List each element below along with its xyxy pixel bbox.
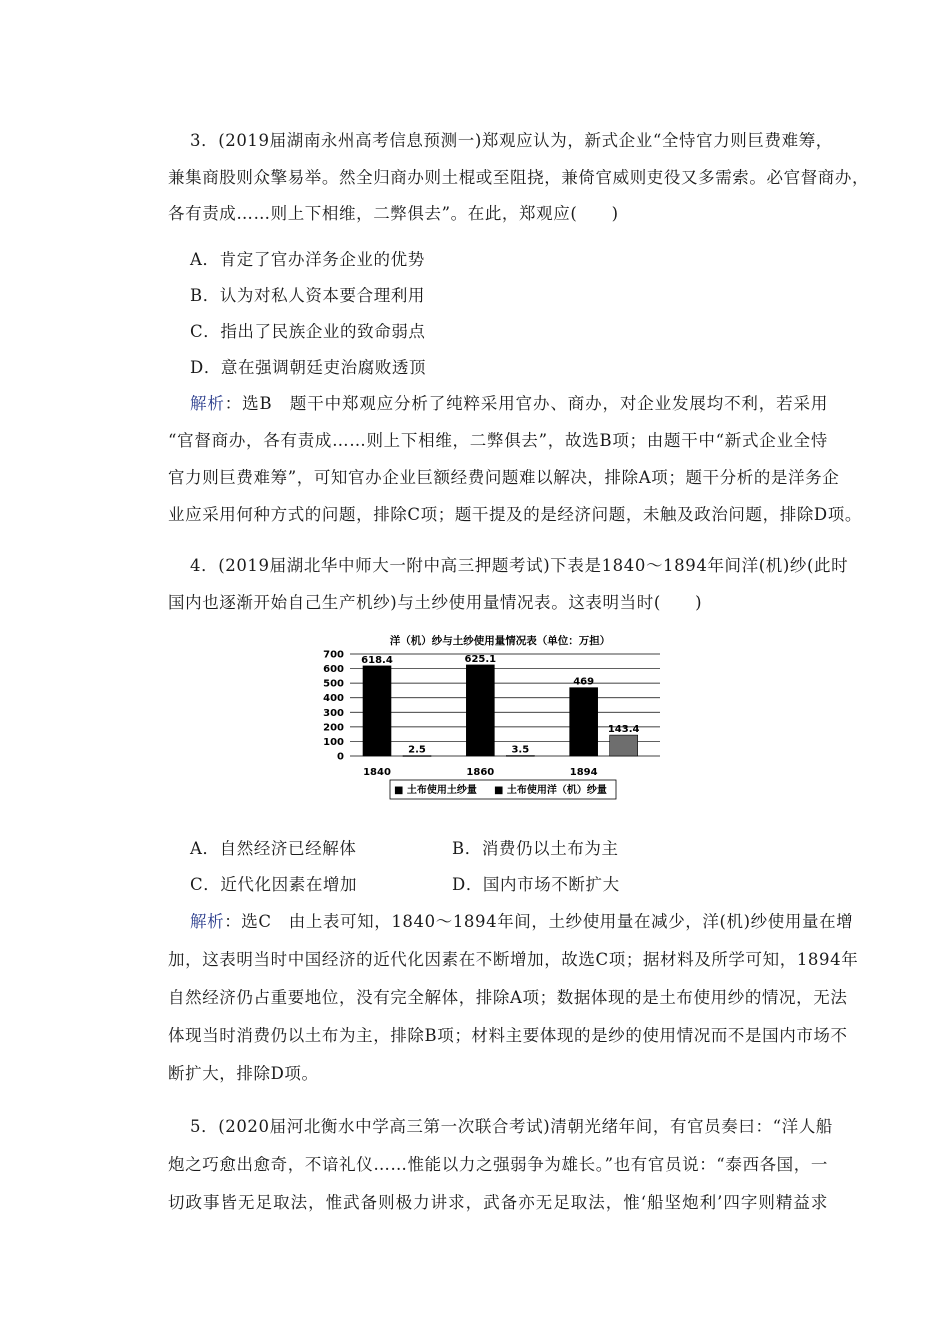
q4-analysis-line-2: 加，这表明当时中国经济的近代化因素在不断增加，故选C项；据材料及所学可知，1894年: [168, 950, 859, 969]
q3-stem-line-2: 兼集商股则众擎易举。然全归商办则土棍或至阻挠，兼倚官威则吏役又多需索。必官督商办，: [168, 168, 870, 187]
value-label: 3.5: [511, 744, 530, 756]
y-tick-label: 400: [323, 693, 344, 705]
y-tick-label: 200: [323, 722, 344, 734]
q4-option-b: B．消费仍以土布为主: [452, 839, 619, 858]
q3-analysis-line-3: 官力则巨费难筹”，可知官办企业巨额经费问题难以解决，排除A项；题干分析的是洋务企: [168, 468, 840, 487]
bar-yangsha-1860: [506, 755, 534, 756]
analysis-label: 解析: [190, 394, 225, 413]
chart-title: 洋（机）纱与土纱使用量情况表（单位：万担）: [389, 635, 611, 647]
value-label: 143.4: [607, 724, 640, 736]
y-tick-label: 300: [323, 707, 344, 719]
analysis-label: 解析: [190, 912, 225, 931]
value-label: 469: [573, 676, 595, 688]
q5-stem-line-3: 切政事皆无足取法，惟武备则极力讲求，武备亦无足取法，惟‘船坚炮利’四字则精益求: [168, 1193, 828, 1212]
q4-analysis-line-3: 自然经济仍占重要地位，没有完全解体，排除A项；数据体现的是土布使用纱的情况，无法: [168, 988, 848, 1007]
bar-yangsha-1840: [403, 756, 431, 757]
q3-analysis-first: 解析：选B 题干中郑观应分析了纯粹采用官办、商办，对企业发展均不利，若采用: [190, 394, 829, 413]
q3-analysis-line-4: 业应采用何种方式的问题，排除C项；题干提及的是经济问题，未触及政治问题，排除D项。: [168, 505, 862, 524]
value-label: 2.5: [408, 744, 426, 756]
value-label: 625.1: [464, 653, 497, 665]
bar-tusha-1860: [466, 665, 494, 756]
yarn-usage-chart: [310, 630, 670, 802]
bar-tusha-1840: [363, 666, 391, 756]
q3-option-b: B．认为对私人资本要合理利用: [190, 286, 426, 305]
bar-tusha-1894: [570, 688, 598, 756]
q4-option-d: D．国内市场不断扩大: [452, 875, 620, 894]
x-tick-label: 1894: [569, 767, 598, 778]
x-tick-label: 1860: [466, 767, 495, 778]
legend-item-tusha: ■ 土布使用土纱量: [394, 785, 477, 796]
q4-stem-line-2: 国内也逐渐开始自己生产机纱)与土纱使用量情况表。这表明当时( ): [168, 593, 703, 612]
y-tick-label: 600: [323, 664, 344, 676]
q3-analysis-line-2: “官督商办，各有责成……则上下相维，二弊俱去”，故选B项；由题干中“新式企业全恃: [168, 431, 828, 450]
q4-option-a: A．自然经济已经解体: [190, 839, 357, 858]
y-tick-label: 100: [323, 736, 344, 748]
q4-stem-line-1: 4．(2019届湖北华中师大一附中高三押题考试)下表是1840～1894年间洋(机)纱(此时: [190, 556, 849, 575]
q5-stem-line-1: 5．(2020届河北衡水中学高三第一次联合考试)清朝光绪年间，有官员奏曰：“洋人船: [190, 1117, 833, 1136]
value-label: 618.4: [361, 654, 393, 666]
y-tick-label: 0: [337, 751, 344, 763]
q4-analysis-first: 解析：选C 由上表可知，1840～1894年间，土纱使用量在减少，洋(机)纱使用量在增: [190, 912, 854, 931]
q3-option-c: C．指出了民族企业的致命弱点: [190, 322, 426, 341]
chart-y-ticks: [323, 650, 344, 763]
x-tick-label: 1840: [363, 767, 391, 778]
chart-x-ticks: [363, 767, 598, 778]
q5-stem-line-2: 炮之巧愈出愈奇，不谙礼仪……惟能以力之强弱争为雄长。”也有官员说：“泰西各国，一: [168, 1155, 828, 1174]
q3-option-d: D．意在强调朝廷吏治腐败透顶: [190, 358, 427, 377]
q4-analysis-line-5: 断扩大，排除D项。: [168, 1064, 319, 1083]
q4-analysis-line-4: 体现当时消费仍以土布为主，排除B项；材料主要体现的是纱的使用情况而不是国内市场不: [168, 1026, 848, 1045]
q3-stem-line-3: 各有责成……则上下相维，二弊俱去”。在此，郑观应( ): [168, 204, 619, 223]
bar-yangsha-1894: [610, 735, 638, 756]
legend-item-yangsha: ■ 土布使用洋（机）纱量: [494, 785, 607, 796]
y-tick-label: 700: [323, 649, 344, 661]
q3-stem-line-1: 3．(2019届湖南永州高考信息预测一)郑观应认为，新式企业“全恃官力则巨费难筹，: [190, 131, 833, 150]
q4-option-c: C．近代化因素在增加: [190, 875, 358, 894]
q3-option-a: A．肯定了官办洋务企业的优势: [190, 250, 425, 269]
y-tick-label: 500: [323, 678, 344, 690]
chart-bars: [363, 665, 638, 757]
